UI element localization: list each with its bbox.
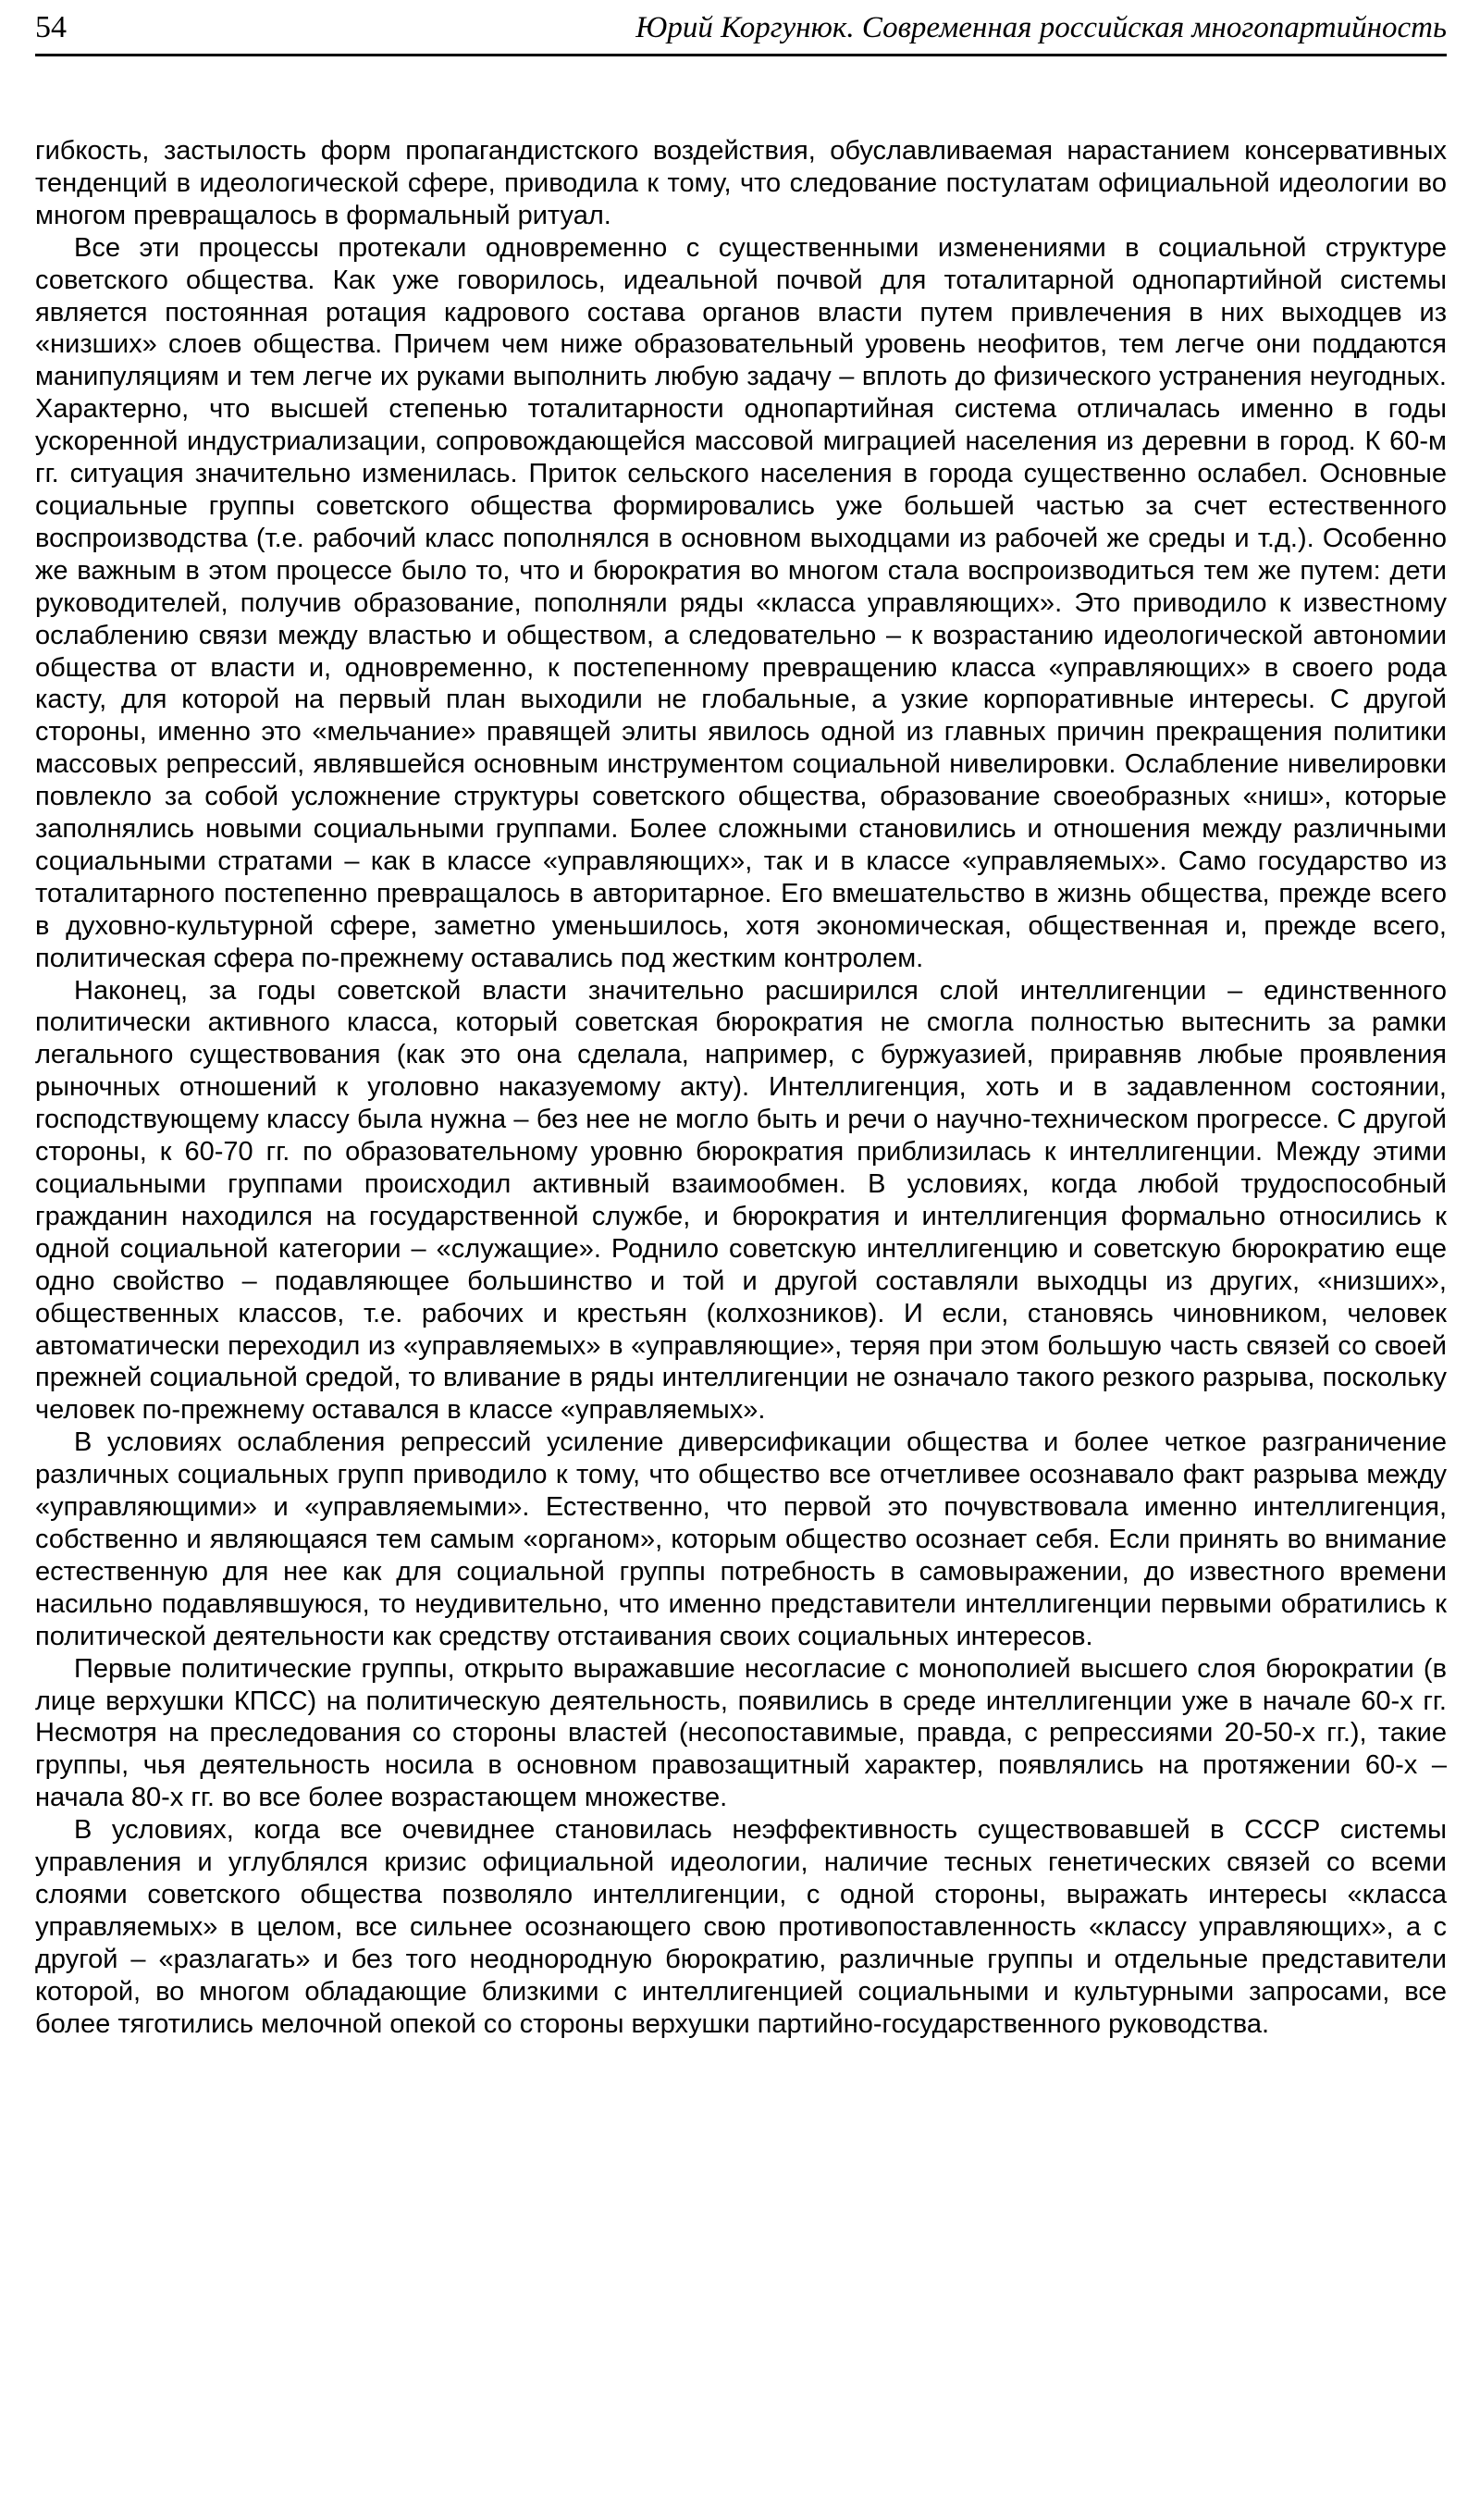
paragraph: Все эти процессы протекали одновременно с существенными изменениями в социальной структуре советского общества. Как уже говорилось, идеальной почвой для тоталитарной однопартийной системы является постоянная ротация кадрового состава органов власти путем привлечения в них выходцев из «низших» слоев общества. Причем чем ниже образовательный уровень неофитов, тем легче они поддаются манипуляциям и тем легче их руками выполнить любую задачу – вплоть до физического устранения неугодных. Характерно, что высшей степенью тоталитарности однопартийная система отличалась именно в годы ускоренной индустриализации, сопровождающейся массовой миграцией населения из деревни в город. К 60-м гг. ситуация значительно изменилась. Приток сельского населения в города существенно ослабел. Основные социальные группы советского общества формировались уже большей частью за счет естественного воспроизводства (т.е. рабочий класс пополнялся в основном выходцами из рабочей же среды и т.д.). Особенно же важным в этом процессе было то, что и бюрократия во многом стала воспроизводиться тем же путем: дети руководителей, получив образование, пополняли ряды «класса управляющих». Это приводило к известному ослаблению связи между властью и обществом, а следовательно – к возрастанию идеологической автономии общества от власти и, одновременно, к постепенному превращению класса «управляющих» в своего рода касту, для которой на первый план выходили не глобальные, а узкие корпоративные интересы. С другой стороны, именно это «мельчание» правящей элиты явилось одной из главных причин прекращения политики массовых репрессий, являвшейся основным инструментом социальной нивелировки. Ослабление нивелировки повлекло за собой усложнение структуры советского общества, образование своеобразных «ниш», которые заполнялись новыми социальными группами. Более сложными становились и отношения между различными социальными стратами – как в классе «управляющих», так и в классе «управляемых». Само государство из тоталитарного постепенно превращалось в авторитарное. Его вмешательство в жизнь общества, прежде всего в духовно-культурной сфере, заметно уменьшилось, хотя экономическая, общественная и, прежде всего, политическая сфера по-прежнему оставались под жестким контролем.	[35, 232, 1447, 973]
page-number: 54	[35, 10, 67, 44]
paragraph-continued: гибкость, застылость форм пропагандистского воздействия, обуславливаемая нарастанием консервативных тенденций в идеологической сфере, приводила к тому, что следование постулатам официальной идеологии во многом превращалось в формальный ритуал.	[35, 136, 1447, 230]
running-title: Юрий Коргунюк. Современная российская многопартийность	[635, 11, 1447, 44]
paragraph: В условиях ослабления репрессий усиление диверсификации общества и более четкое разграничение различных социальных групп приводило к тому, что общество все отчетливее осознавало факт разрыва между «управляющими» и «управляемыми». Естественно, что первой это почувствовала именно интеллигенция, собственно и являющаяся тем самым «органом», которым общество осознает себя. Если принять во внимание естественную для нее как для социальной группы потребность в самовыражении, до известного времени насильно подавлявшуюся, то неудивительно, что именно представители интеллигенции первыми обратились к политической деятельности как средству отстаивания своих социальных интересов.	[35, 1427, 1447, 1651]
book-page	[35, 0, 1447, 2040]
body-text	[35, 135, 1447, 2040]
paragraph: Наконец, за годы советской власти значительно расширился слой интеллигенции – единственного политически активного класса, который советская бюрократия не смогла полностью вытеснить за рамки легального существования (как это она сделала, например, с буржуазией, приравняв любые проявления рыночных отношений к уголовно наказуемому акту). Интеллигенция, хоть и в задавленном состоянии, господствующему классу была нужна – без нее не могло быть и речи о научно-техническом прогрессе. С другой стороны, к 60-70 гг. по образовательному уровню бюрократия приблизилась к интеллигенции. Между этими социальными группами происходил активный взаимообмен. В условиях, когда любой трудоспособный гражданин находился на государственной службе, и бюрократия и интеллигенция формально относились к одной социальной категории – «служащие». Роднило советскую интеллигенцию и советскую бюрократию еще одно свойство – подавляющее большинство и той и другой составляли выходцы из других, «низших», общественных классов, т.е. рабочих и крестьян (колхозников). И если, становясь чиновником, человек автоматически переходил из «управляемых» в «управляющие», теряя при этом большую часть связей со своей прежней социальной средой, то вливание в ряды интеллигенции не означало такого резкого разрыва, поскольку человек по-прежнему оставался в классе «управляемых».	[35, 975, 1447, 1426]
paragraph: Первые политические группы, открыто выражавшие несогласие с монополией высшего слоя бюрократии (в лице верхушки КПСС) на политическую деятельность, появились в среде интеллигенции уже в начале 60-х гг. Несмотря на преследования со стороны властей (несопоставимые, правда, с репрессиями 20-50-х гг.), такие группы, чья деятельность носила в основном правозащитный характер, появлялись на протяжении 60-х – начала 80-х гг. во все более возрастающем множестве.	[35, 1653, 1447, 1813]
paragraph: В условиях, когда все очевиднее становилась неэффективность существовавшей в СССР системы управления и углублялся кризис официальной идеологии, наличие тесных генетических связей со всеми слоями советского общества позволяло интеллигенции, с одной стороны, выражать интересы «класса управляемых» в целом, все сильнее осознающего свою противопоставленность «классу управляющих», а с другой – «разлагать» и без того неоднородную бюрократию, различные группы и отдельные представители которой, во многом обладающие близкими с интеллигенцией социальными и культурными запросами, все более тяготились мелочной опекой со стороны верхушки партийно-государственного руководства.	[35, 1815, 1447, 2039]
running-header	[35, 0, 1447, 56]
